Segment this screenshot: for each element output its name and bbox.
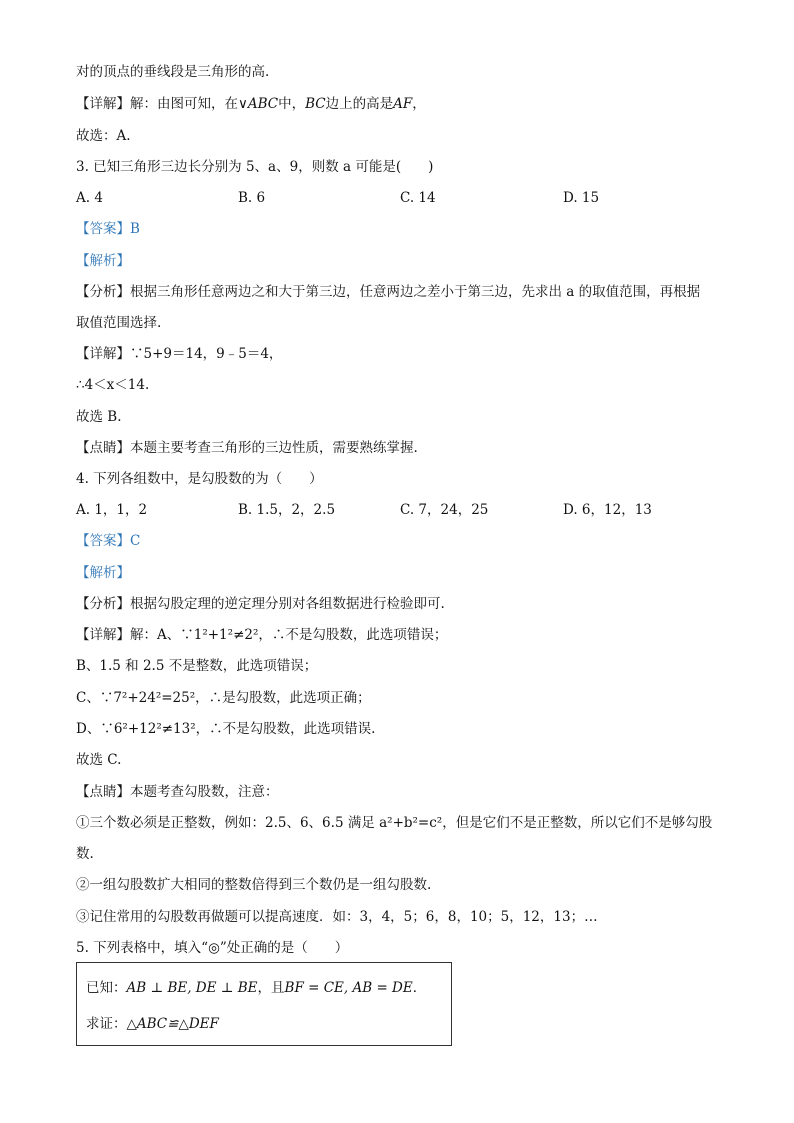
comment-tag: 【点睛】 — [76, 784, 130, 800]
text-line: C、∵7²+24²=25²，∴是勾股数，此选项正确； — [76, 690, 371, 706]
analysis-tag: 【分析】 — [76, 284, 130, 300]
q3-answer: 【答案】B — [76, 221, 140, 237]
text-segment: 本题主要考查三角形的三边性质，需要熟练掌握. — [130, 440, 418, 456]
question-4: 4. 下列各组数中，是勾股数的为（ ） — [76, 471, 323, 487]
text-line: ③记住常用的勾股数再做题可以提高速度．如：3，4，5；6，8，10；5，12，13；… — [76, 909, 598, 925]
q3-option-c: C. 14 — [400, 190, 436, 206]
question-3: 3. 已知三角形三边长分别为 5、a、9，则数 a 可能是( ) — [76, 159, 434, 175]
text-line: ①三个数必须是正整数，例如：2.5、6、6.5 满足 a²+b²=c²，但是它们不是正整数，所以它们不是够勾股 — [76, 815, 713, 831]
detail-tag: 【详解】 — [76, 627, 130, 643]
q3-analysis-tag: 【解析】 — [76, 253, 130, 269]
text-line: 取值范围选择. — [76, 315, 162, 331]
q3-option-a: A. 4 — [76, 190, 103, 206]
text-segment: 解：由图可知，在 — [130, 96, 238, 112]
question-5: 5. 下列表格中，填入“◎”处正确的是（ ） — [76, 940, 349, 956]
q4-option-b: B. 1.5，2，2.5 — [238, 502, 336, 518]
text-line: 故选 B. — [76, 409, 122, 425]
q4-option-d: D. 6，12，13 — [563, 502, 652, 518]
q3-comment-line — [76, 438, 418, 458]
given-line — [86, 978, 426, 998]
given-math-2: BF = CE, AB = DE — [284, 980, 413, 996]
q3-option-b: B. 6 — [238, 190, 266, 206]
q4-answer: 【答案】C — [76, 533, 141, 549]
q4-detail-line — [76, 625, 447, 645]
q4-option-c: C. 7，24，25 — [400, 502, 489, 518]
text-segment: ． — [412, 980, 427, 996]
text-line: 故选 C. — [76, 752, 122, 768]
given-label: 已知： — [86, 980, 127, 996]
math-triangle-abc: ∨ABC — [238, 96, 279, 112]
text-line: ②一组勾股数扩大相同的整数倍得到三个数仍是一组勾股数. — [76, 877, 432, 893]
text-line: 故选：A. — [76, 128, 131, 144]
text-segment: ，且 — [257, 980, 285, 996]
prove-line — [86, 1014, 219, 1034]
text-segment: 根据三角形任意两边之和大于第三边，任意两边之差小于第三边，先求出 a 的取值范围，再根据 — [130, 284, 701, 300]
prove-math: △ABC≌△DEF — [126, 1016, 219, 1032]
text-segment: 中， — [278, 96, 306, 112]
math-bc: BC — [305, 96, 326, 112]
text-line: ∴4＜x＜14. — [76, 377, 150, 393]
text-segment: 解：A、∵1²+1²≠2²，∴不是勾股数，此选项错误； — [130, 627, 448, 643]
given-math-1: AB ⊥ BE, DE ⊥ BE — [126, 980, 258, 996]
q4-comment-line — [76, 782, 279, 802]
analysis-tag: 【分析】 — [76, 596, 130, 612]
text-line: D、∵6²+12²≠13²，∴不是勾股数，此选项错误. — [76, 721, 376, 737]
q4-analysis-line — [76, 594, 445, 614]
text-line: 数. — [76, 846, 94, 862]
math-af: AF — [393, 96, 413, 112]
prove-label: 求证： — [86, 1016, 127, 1032]
text-segment: 边上的高是 — [325, 96, 394, 112]
text-segment: ， — [412, 96, 426, 112]
detail-tag: 【详解】 — [76, 346, 130, 362]
detail-tag: 【详解】 — [76, 96, 130, 112]
text-line: 对的顶点的垂线段是三角形的高. — [76, 64, 270, 80]
q4-option-a: A. 1，1，2 — [76, 502, 148, 518]
q3-option-d: D. 15 — [563, 190, 600, 206]
q3-analysis-line — [76, 282, 700, 302]
given-prove-table — [76, 962, 452, 1046]
q4-analysis-tag: 【解析】 — [76, 565, 130, 581]
q3-detail-line — [76, 344, 282, 364]
text-segment: 根据勾股定理的逆定理分别对各组数据进行检验即可. — [130, 596, 445, 612]
text-segment: 本题考查勾股数，注意： — [130, 784, 279, 800]
text-segment: ∵5+9＝14，9﹣5＝4， — [130, 346, 283, 362]
comment-tag: 【点睛】 — [76, 440, 130, 456]
detail-line — [76, 94, 426, 114]
text-line: B、1.5 和 2.5 不是整数，此选项错误； — [76, 658, 318, 674]
